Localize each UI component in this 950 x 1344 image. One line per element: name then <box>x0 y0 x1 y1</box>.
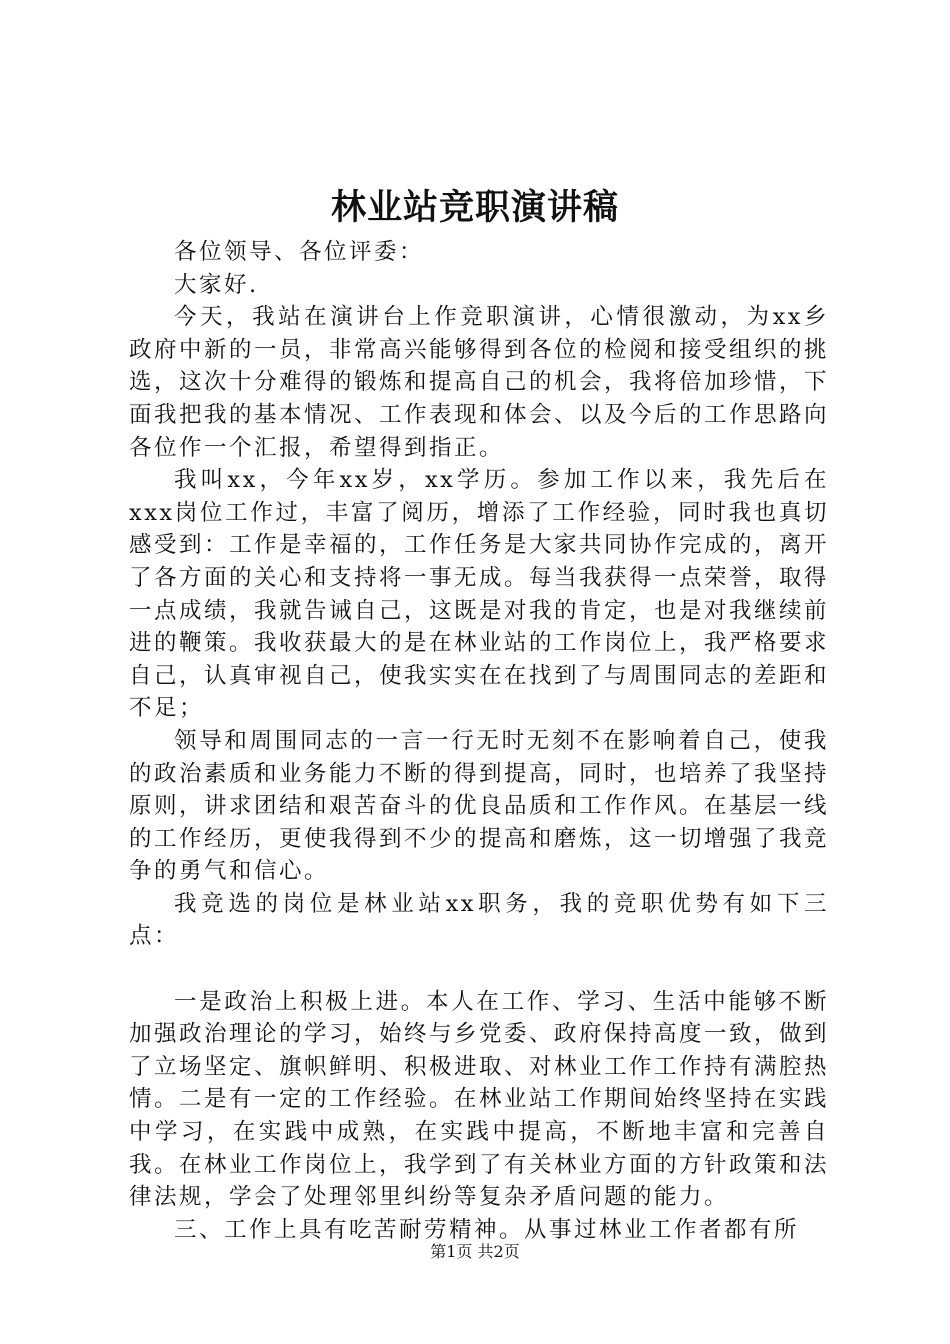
body-paragraph: 三、工作上具有吃苦耐劳精神。从事过林业工作者都有所 <box>174 1216 800 1243</box>
body-paragraph: 我叫xx，今年xx岁，xx学历。参加工作以来，我先后在xxx岗位工作过，丰富了阅历，增添了工作经验，同时我也真切感受到：工作是幸福的，工作任务是大家共同协作完成的，离开了各方面的关心和支持将一事无成。每当我获得一点荣誉，取得一点成绩，我就告诫自己，这既是对我的肯定，也是对我继续前进的鞭策。我收获最大的是在林业站的工作岗位上，我严格要求自己，认真审视自己，使我实实在在找到了与周围同志的差距和不足； <box>129 467 830 722</box>
document-title: 林业站竞职演讲稿 <box>330 187 619 228</box>
greeting-paragraph: 大家好. <box>174 271 259 298</box>
blank-line <box>129 953 829 986</box>
page-footer: 第1页 共2页 <box>430 1242 520 1261</box>
body-paragraph: 我竞选的岗位是林业站xx职务，我的竞职优势有如下三点： <box>129 890 829 950</box>
document-body <box>129 236 829 1246</box>
body-paragraph: 今天，我站在演讲台上作竞职演讲，心情很激动，为xx乡政府中新的一员，非常高兴能够得到各位的检阅和接受组织的挑选，这次十分难得的锻炼和提高自己的机会，我将倍加珍惜，下面我把我的基本情况、工作表现和体会、以及今后的工作思路向各位作一个汇报，希望得到指正。 <box>129 304 830 461</box>
body-paragraph: 领导和周围同志的一言一行无时无刻不在影响着自己，使我的政治素质和业务能力不断的得到提高，同时，也培养了我坚持原则，讲求团结和艰苦奋斗的优良品质和工作作风。在基层一线的工作经历，更使我得到不少的提高和磨炼，这一切增强了我竞争的勇气和信心。 <box>129 727 830 885</box>
salutation-paragraph: 各位领导、各位评委： <box>174 239 425 265</box>
body-paragraph: 一是政治上积极上进。本人在工作、学习、生活中能够不断加强政治理论的学习，始终与乡党委、政府保持高度一致，做到了立场坚定、旗帜鲜明、积极进取、对林业工作工作持有满腔热情。二是有一定的工作经验。在林业站工作期间始终坚持在实践中学习，在实践中成熟，在实践中提高，不断地丰富和完善自我。在林业工作岗位上，我学到了有关林业方面的方针政策和法律法规，学会了处理邻里纠纷等复杂矛盾问题的能力。 <box>129 988 830 1211</box>
